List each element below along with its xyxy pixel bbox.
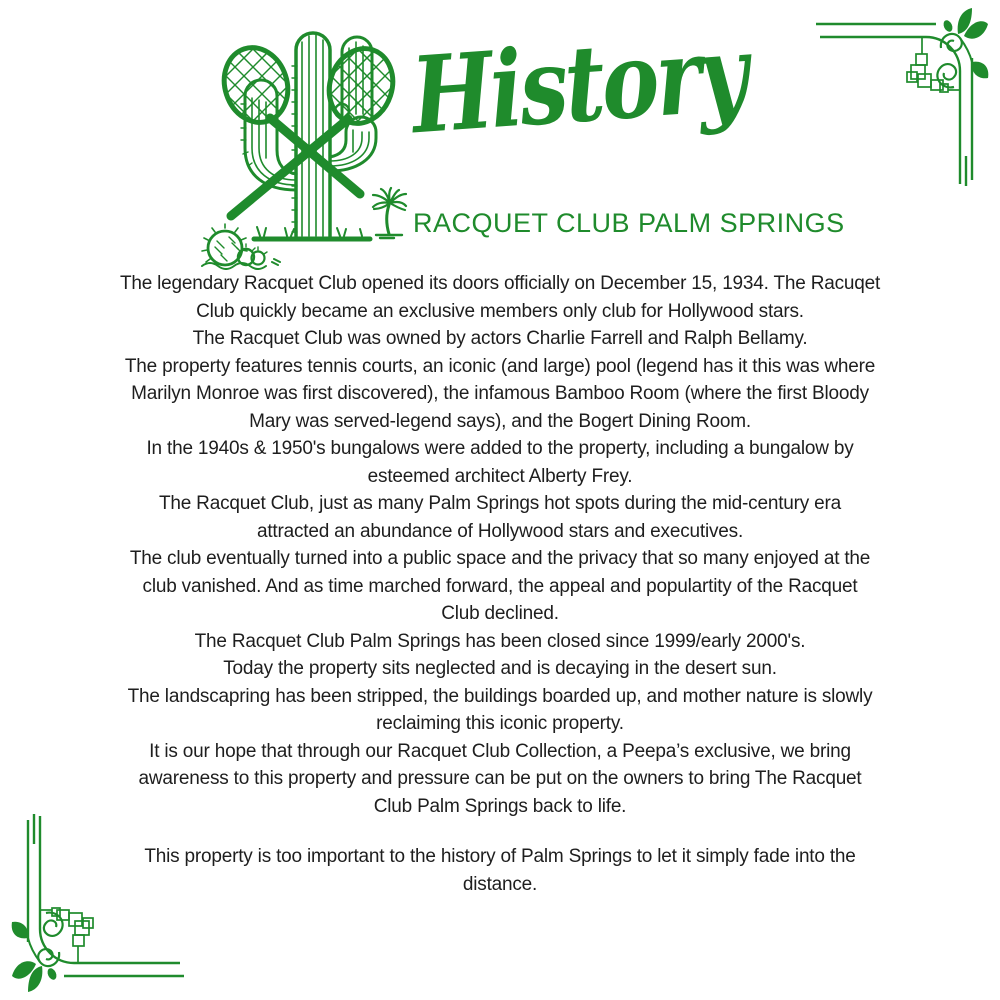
text-line: esteemed architect Alberty Frey.: [367, 465, 633, 487]
text-line: The Racquet Club, just as many Palm Springs hot spots during the mid-century era: [158, 493, 842, 514]
text-line: Club declined.: [441, 603, 559, 624]
body-copy: [0, 270, 1000, 898]
ornamental-corner-bottom-left: [10, 812, 190, 992]
page-title: History: [407, 11, 750, 158]
text-line: The Racquet Club Palm Springs has been closed since 1999/early 2000's.: [194, 630, 806, 652]
header: [0, 0, 1000, 270]
palm-tree-icon: [373, 188, 406, 238]
text-line: Club quickly became an exclusive members only club for Hollywood stars.: [196, 300, 804, 322]
text-line: Mary was served-legend says), and the Bogert Dining Room.: [249, 410, 751, 432]
text-line: attracted an abundance of Hollywood stars and executives.: [256, 520, 744, 542]
text-line: Marilyn Monroe was first discovered), the infamous Bamboo Room (where the first Bloody: [131, 383, 869, 404]
ornamental-corner-top-right: [810, 8, 990, 188]
leaf-flourish-icon: [12, 913, 63, 992]
cactus-crossed-tennis-racquets-illustration: [190, 8, 430, 270]
text-line: Club Palm Springs back to life.: [373, 795, 627, 817]
text-line: The club eventually turned into a public space and the privacy that so many enjoyed at the: [129, 548, 871, 569]
text-line: The legendary Racquet Club opened its doors officially on December 15, 1934. The Racuqet: [119, 273, 881, 294]
page-subtitle: RACQUET CLUB PALM SPRINGS: [413, 208, 845, 238]
text-line: In the 1940s & 1950's bungalows were added to the property, including a bungalow by: [146, 438, 854, 459]
text-line: distance.: [462, 873, 538, 895]
text-line: This property is too important to the history of Palm Springs to let it simply fade into the: [144, 846, 856, 867]
text-line: The Racquet Club was owned by actors Charlie Farrell and Ralph Bellamy.: [192, 328, 808, 349]
text-line: Today the property sits neglected and is decaying in the desert sun.: [223, 658, 777, 679]
text-line: reclaiming this iconic property.: [376, 713, 624, 734]
text-line: It is our hope that through our Racquet Club Collection, a Peepa’s exclusive, we bring: [149, 740, 851, 762]
leaf-flourish-icon: [937, 8, 988, 87]
text-line: club vanished. And as time marched forward, the appeal and populartity of the Racquet: [142, 575, 858, 597]
text-line: The landscapring has been stripped, the buildings boarded up, and mother nature is slowly: [127, 685, 873, 707]
text-line: awareness to this property and pressure can be put on the owners to bring The Racquet: [138, 768, 862, 789]
text-line: The property features tennis courts, an iconic (and large) pool (legend has it this was where: [124, 355, 876, 377]
